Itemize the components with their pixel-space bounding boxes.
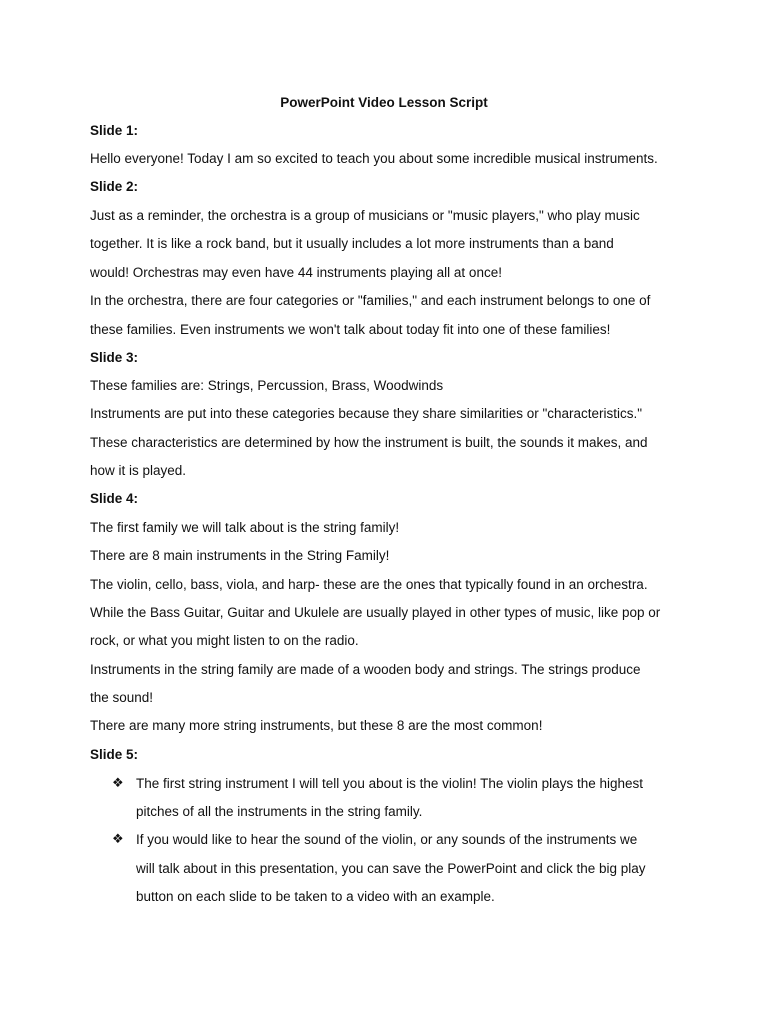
slide-4-text-line: There are 8 main instruments in the String Family! — [90, 548, 390, 563]
slide-5-bullet-line: The first string instrument I will tell you about is the violin! The violin plays the highest — [136, 776, 643, 791]
slide-5-heading: Slide 5: — [90, 747, 139, 762]
slide-5-bullet-line: pitches of all the instruments in the string family. — [136, 804, 423, 819]
slide-1-text-line: Hello everyone! Today I am so excited to teach you about some incredible musical instruments. — [90, 151, 658, 166]
slide-4-text-line: Instruments in the string family are made of a wooden body and strings. The strings produce — [90, 662, 641, 677]
slide-4-text-line: There are many more string instruments, but these 8 are the most common! — [90, 718, 543, 733]
slide-2-text-line: would! Orchestras may even have 44 instruments playing all at once! — [90, 265, 502, 280]
slide-2-text-line: together. It is like a rock band, but it usually includes a lot more instruments than a band — [90, 236, 614, 251]
slide-3-heading: Slide 3: — [90, 350, 139, 365]
slide-2-text-line: these families. Even instruments we won't talk about today fit into one of these families! — [90, 322, 611, 337]
slide-2-heading: Slide 2: — [90, 179, 139, 194]
slide-4-text-line: The first family we will talk about is the string family! — [90, 520, 400, 535]
slide-3-text-line: how it is played. — [90, 463, 187, 478]
diamond-bullet-icon: ❖ — [112, 832, 124, 847]
document-title: PowerPoint Video Lesson Script — [280, 95, 488, 110]
diamond-bullet-icon: ❖ — [112, 776, 124, 791]
slide-4-text-line: While the Bass Guitar, Guitar and Ukulele are usually played in other types of music, like pop or — [90, 605, 661, 620]
slide-4-heading: Slide 4: — [90, 491, 139, 506]
slide-3-text-line: These characteristics are determined by how the instrument is built, the sounds it makes, and — [90, 435, 648, 450]
slide-1-heading: Slide 1: — [90, 123, 139, 138]
slide-3-text-line: These families are: Strings, Percussion, Brass, Woodwinds — [90, 378, 444, 393]
slide-2-text-line: Just as a reminder, the orchestra is a group of musicians or "music players," who play music — [90, 208, 640, 223]
slide-2-text-line: In the orchestra, there are four categories or "families," and each instrument belongs to one of — [90, 293, 651, 308]
slide-4-text-line: rock, or what you might listen to on the radio. — [90, 633, 359, 648]
slide-5-bullet-line: button on each slide to be taken to a video with an example. — [136, 889, 495, 904]
slide-4-text-line: The violin, cello, bass, viola, and harp- these are the ones that typically found in an orchestra. — [90, 577, 648, 592]
slide-5-bullet-line: will talk about in this presentation, you can save the PowerPoint and click the big play — [136, 861, 646, 876]
slide-3-text-line: Instruments are put into these categories because they share similarities or "characteristics." — [90, 406, 643, 421]
slide-5-bullet-line: If you would like to hear the sound of the violin, or any sounds of the instruments we — [136, 832, 638, 847]
slide-4-text-line: the sound! — [90, 690, 154, 705]
